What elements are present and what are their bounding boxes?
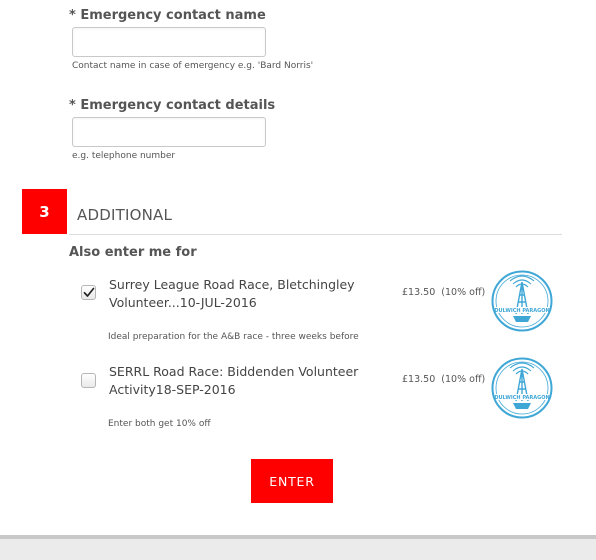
- race-title: SERRL Road Race: Biddenden Volunteer Activity18-SEP-2016: [109, 364, 359, 397]
- race-note: Ideal preparation for the A&B race - three weeks before: [108, 332, 359, 342]
- club-logo-icon: [491, 270, 553, 332]
- race-price: £13.50 (10% off): [402, 374, 486, 385]
- emergency-name-input[interactable]: [72, 27, 266, 57]
- emergency-name-label: * Emergency contact name: [69, 8, 266, 23]
- race-price: £13.50 (10% off): [402, 287, 486, 298]
- race-note: Enter both get 10% off: [108, 419, 211, 429]
- race-title: Surrey League Road Race, Bletchingley Volunteer...10-JUL-2016: [109, 277, 355, 310]
- svg-text:DULWICH PARAGON: DULWICH PARAGON: [494, 395, 550, 401]
- club-logo-icon: [491, 357, 553, 419]
- race-option: [0, 357, 596, 437]
- checkmark-icon: [83, 287, 95, 298]
- svg-text:DULWICH PARAGON: DULWICH PARAGON: [494, 308, 550, 314]
- section-title: ADDITIONAL: [77, 206, 173, 224]
- race-option: [0, 270, 596, 350]
- emergency-name-help: Contact name in case of emergency e.g. 'Bard Norris': [72, 61, 314, 71]
- race-checkbox[interactable]: [81, 373, 96, 388]
- enter-button[interactable]: ENTER: [251, 459, 333, 503]
- section-divider: [69, 234, 562, 235]
- emergency-details-label: * Emergency contact details: [69, 98, 276, 113]
- step-number-badge: 3: [22, 189, 67, 234]
- footer-bar: [0, 535, 596, 560]
- also-enter-heading: Also enter me for: [69, 245, 197, 260]
- emergency-details-help: e.g. telephone number: [72, 151, 176, 161]
- race-checkbox[interactable]: [81, 285, 96, 300]
- emergency-details-input[interactable]: [72, 117, 266, 147]
